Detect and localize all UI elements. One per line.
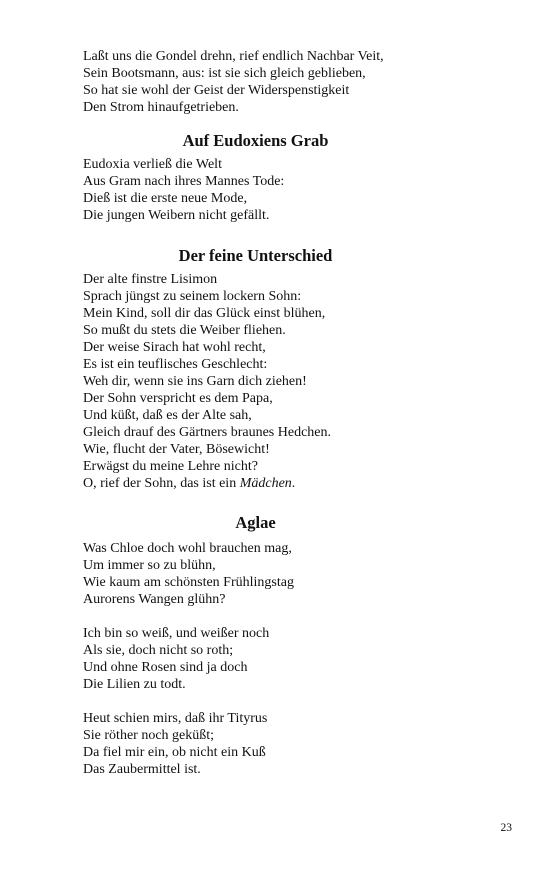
poem-line: Sein Bootsmann, aus: ist sie sich gleich geblieben, xyxy=(83,66,366,81)
poem-line-text: O, rief der Sohn, das ist ein xyxy=(83,476,240,491)
poem-line: Aurorens Wangen glühn? xyxy=(83,592,226,607)
stanza-gap xyxy=(83,608,428,625)
poem-line: So hat sie wohl der Geist der Widerspenstigkeit xyxy=(83,83,350,98)
poem-line: Heut schien mirs, daß ihr Tityrus xyxy=(83,711,268,726)
poem-auf-eudoxiens-grab xyxy=(83,131,428,224)
poem-line: Wie, flucht der Vater, Bösewicht! xyxy=(83,442,270,457)
poem-line: Als sie, doch nicht so roth; xyxy=(83,643,234,658)
poem-line-punctuation: . xyxy=(291,476,296,491)
poem-line: Eudoxia verließ die Welt xyxy=(83,157,222,172)
poem-line: Der alte finstre Lisimon xyxy=(83,272,218,287)
poem-line: Wie kaum am schönsten Frühlingstag xyxy=(83,575,294,590)
poem-last-line xyxy=(83,475,428,492)
poem-continuation xyxy=(83,48,428,131)
stanza xyxy=(83,710,428,778)
poem-line: Gleich drauf des Gärtners braunes Hedchen. xyxy=(83,425,332,440)
poem-line: Den Strom hinaufgetrieben. xyxy=(83,100,239,115)
poem-title: Der feine Unterschied xyxy=(178,246,333,265)
poem-line: Weh dir, wenn sie ins Garn dich ziehen! xyxy=(83,374,307,389)
poem-line: Ich bin so weiß, und weißer noch xyxy=(83,626,270,641)
poem-line: Erwägst du meine Lehre nicht? xyxy=(83,459,258,474)
poem-line: Der weise Sirach hat wohl recht, xyxy=(83,340,266,355)
page-number: 23 xyxy=(500,822,512,834)
poem-line: Es ist ein teuflisches Geschlecht: xyxy=(83,357,268,372)
poem-line: Um immer so zu blühn, xyxy=(83,558,216,573)
poem-line: Da fiel mir ein, ob nicht ein Kuß xyxy=(83,745,266,760)
poem-title: Aglae xyxy=(235,513,276,532)
poem-line: Dieß ist die erste neue Mode, xyxy=(83,191,248,206)
poem-line: Und küßt, daß es der Alte sah, xyxy=(83,408,252,423)
poem-line: Der Sohn verspricht es dem Papa, xyxy=(83,391,273,406)
poem-line: Die jungen Weibern nicht gefällt. xyxy=(83,208,270,223)
poem-line: Aus Gram nach ihres Mannes Tode: xyxy=(83,174,285,189)
poem-title: Auf Eudoxiens Grab xyxy=(182,131,329,150)
poem-line: Was Chloe doch wohl brauchen mag, xyxy=(83,541,292,556)
stanza xyxy=(83,540,428,608)
poem-line: Mein Kind, soll dir das Glück einst blühen, xyxy=(83,306,326,321)
poem-der-feine-unterschied xyxy=(83,246,428,492)
poem-line: So mußt du stets die Weiber fliehen. xyxy=(83,323,286,338)
poem-line: Und ohne Rosen sind ja doch xyxy=(83,660,248,675)
emphasized-word: Mädchen xyxy=(239,476,292,491)
poem-line: Laßt uns die Gondel drehn, rief endlich Nachbar Veit, xyxy=(83,49,384,64)
poem-line: Das Zaubermittel ist. xyxy=(83,762,201,777)
poem-aglae xyxy=(83,513,428,778)
page-content xyxy=(83,48,428,778)
poem-line: Sprach jüngst zu seinem lockern Sohn: xyxy=(83,289,302,304)
poem-line: Sie röther noch geküßt; xyxy=(83,728,215,743)
poem-line: Die Lilien zu todt. xyxy=(83,677,186,692)
stanza xyxy=(83,625,428,693)
stanza-gap xyxy=(83,693,428,710)
